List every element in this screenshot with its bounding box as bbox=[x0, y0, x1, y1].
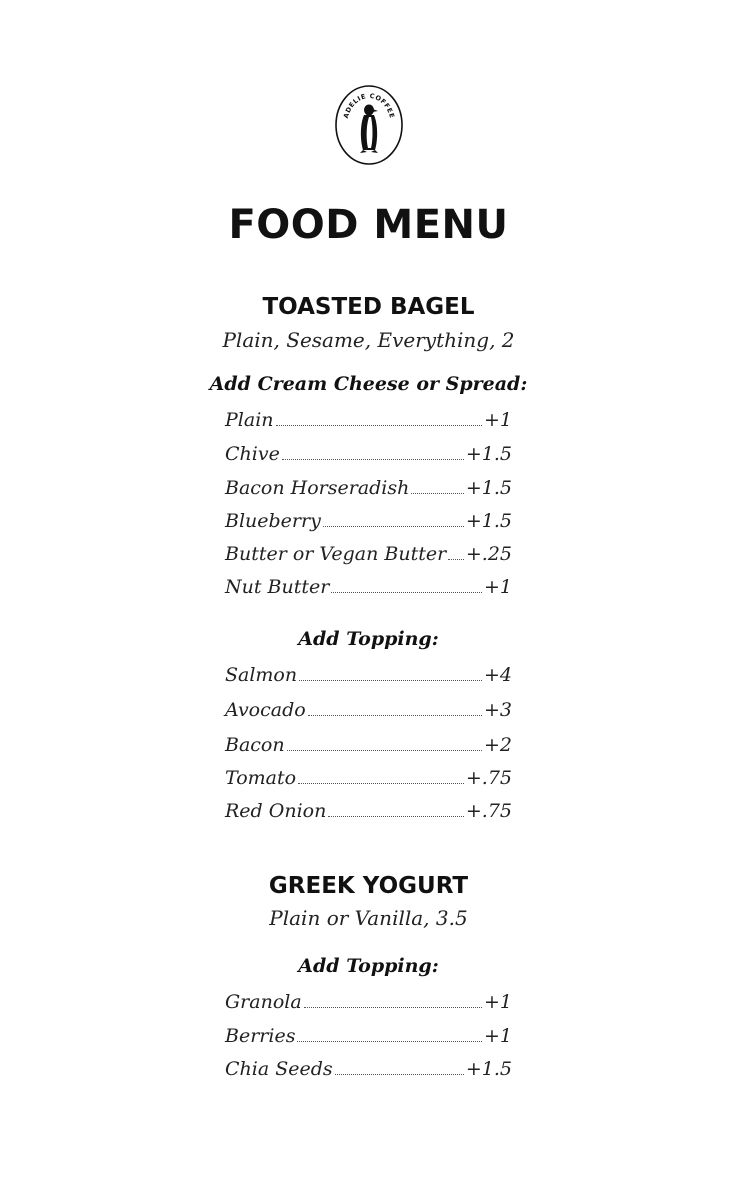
item-name: Berries bbox=[225, 1025, 296, 1047]
item-price: +4 bbox=[483, 664, 512, 686]
item-price: +1 bbox=[483, 991, 512, 1013]
menu-item bbox=[225, 1053, 512, 1081]
dot-leader bbox=[276, 424, 482, 426]
dot-leader bbox=[282, 458, 464, 460]
dot-leader bbox=[448, 558, 464, 560]
item-name: Tomato bbox=[225, 767, 297, 789]
logo-text: ADELIE COFFEE bbox=[341, 91, 397, 120]
menu-item bbox=[225, 694, 512, 722]
section-subtitle-greek-yogurt: Plain or Vanilla, 3.5 bbox=[269, 906, 468, 930]
menu-item bbox=[225, 404, 512, 432]
menu-item bbox=[225, 472, 512, 500]
section-subtitle-toasted-bagel: Plain, Sesame, Everything, 2 bbox=[222, 328, 515, 352]
dot-leader bbox=[308, 714, 482, 716]
menu-item bbox=[225, 986, 512, 1014]
section-heading-toasted-bagel: TOASTED BAGEL bbox=[262, 294, 475, 320]
menu-item bbox=[225, 762, 512, 790]
menu-item bbox=[225, 505, 512, 533]
menu-item bbox=[225, 729, 512, 757]
item-price: +1.5 bbox=[465, 477, 512, 499]
menu-item bbox=[225, 438, 512, 466]
dot-leader bbox=[297, 1040, 482, 1042]
dot-leader bbox=[287, 749, 482, 751]
penguin-icon bbox=[334, 84, 404, 166]
dot-leader bbox=[323, 525, 464, 527]
group-heading-topping: Add Topping: bbox=[298, 628, 439, 650]
item-price: +1 bbox=[483, 1025, 512, 1047]
item-name: Red Onion bbox=[225, 800, 327, 822]
item-price: +2 bbox=[483, 734, 512, 756]
section-heading-greek-yogurt: GREEK YOGURT bbox=[268, 873, 469, 899]
item-price: +1.5 bbox=[465, 1058, 512, 1080]
dot-leader bbox=[298, 782, 464, 784]
item-name: Chia Seeds bbox=[225, 1058, 333, 1080]
item-name: Granola bbox=[225, 991, 302, 1013]
dot-leader bbox=[335, 1073, 464, 1075]
item-price: +1.5 bbox=[465, 510, 512, 532]
page-title: FOOD MENU bbox=[228, 202, 509, 248]
item-name: Butter or Vegan Butter bbox=[225, 543, 447, 565]
item-price: +.75 bbox=[465, 767, 512, 789]
item-price: +1 bbox=[483, 409, 512, 431]
item-name: Bacon Horseradish bbox=[225, 477, 410, 499]
dot-leader bbox=[299, 679, 482, 681]
item-price: +.25 bbox=[465, 543, 512, 565]
item-name: Avocado bbox=[225, 699, 306, 721]
menu-item bbox=[225, 795, 512, 823]
item-name: Chive bbox=[225, 443, 280, 465]
item-price: +1.5 bbox=[465, 443, 512, 465]
menu-item bbox=[225, 538, 512, 566]
item-price: +1 bbox=[483, 576, 512, 598]
item-price: +.75 bbox=[465, 800, 512, 822]
item-name: Blueberry bbox=[225, 510, 321, 532]
dot-leader bbox=[328, 815, 464, 817]
item-name: Salmon bbox=[225, 664, 298, 686]
group-heading-spread: Add Cream Cheese or Spread: bbox=[209, 373, 528, 395]
menu-item bbox=[225, 659, 512, 687]
item-name: Bacon bbox=[225, 734, 285, 756]
adelie-coffee-logo bbox=[334, 84, 404, 166]
dot-leader bbox=[331, 591, 482, 593]
menu-item bbox=[225, 1020, 512, 1048]
item-name: Plain bbox=[225, 409, 274, 431]
menu-item bbox=[225, 571, 512, 599]
item-price: +3 bbox=[483, 699, 512, 721]
item-name: Nut Butter bbox=[225, 576, 330, 598]
dot-leader bbox=[304, 1006, 482, 1008]
dot-leader bbox=[411, 492, 463, 494]
group-heading-yogurt-topping: Add Topping: bbox=[298, 955, 439, 977]
